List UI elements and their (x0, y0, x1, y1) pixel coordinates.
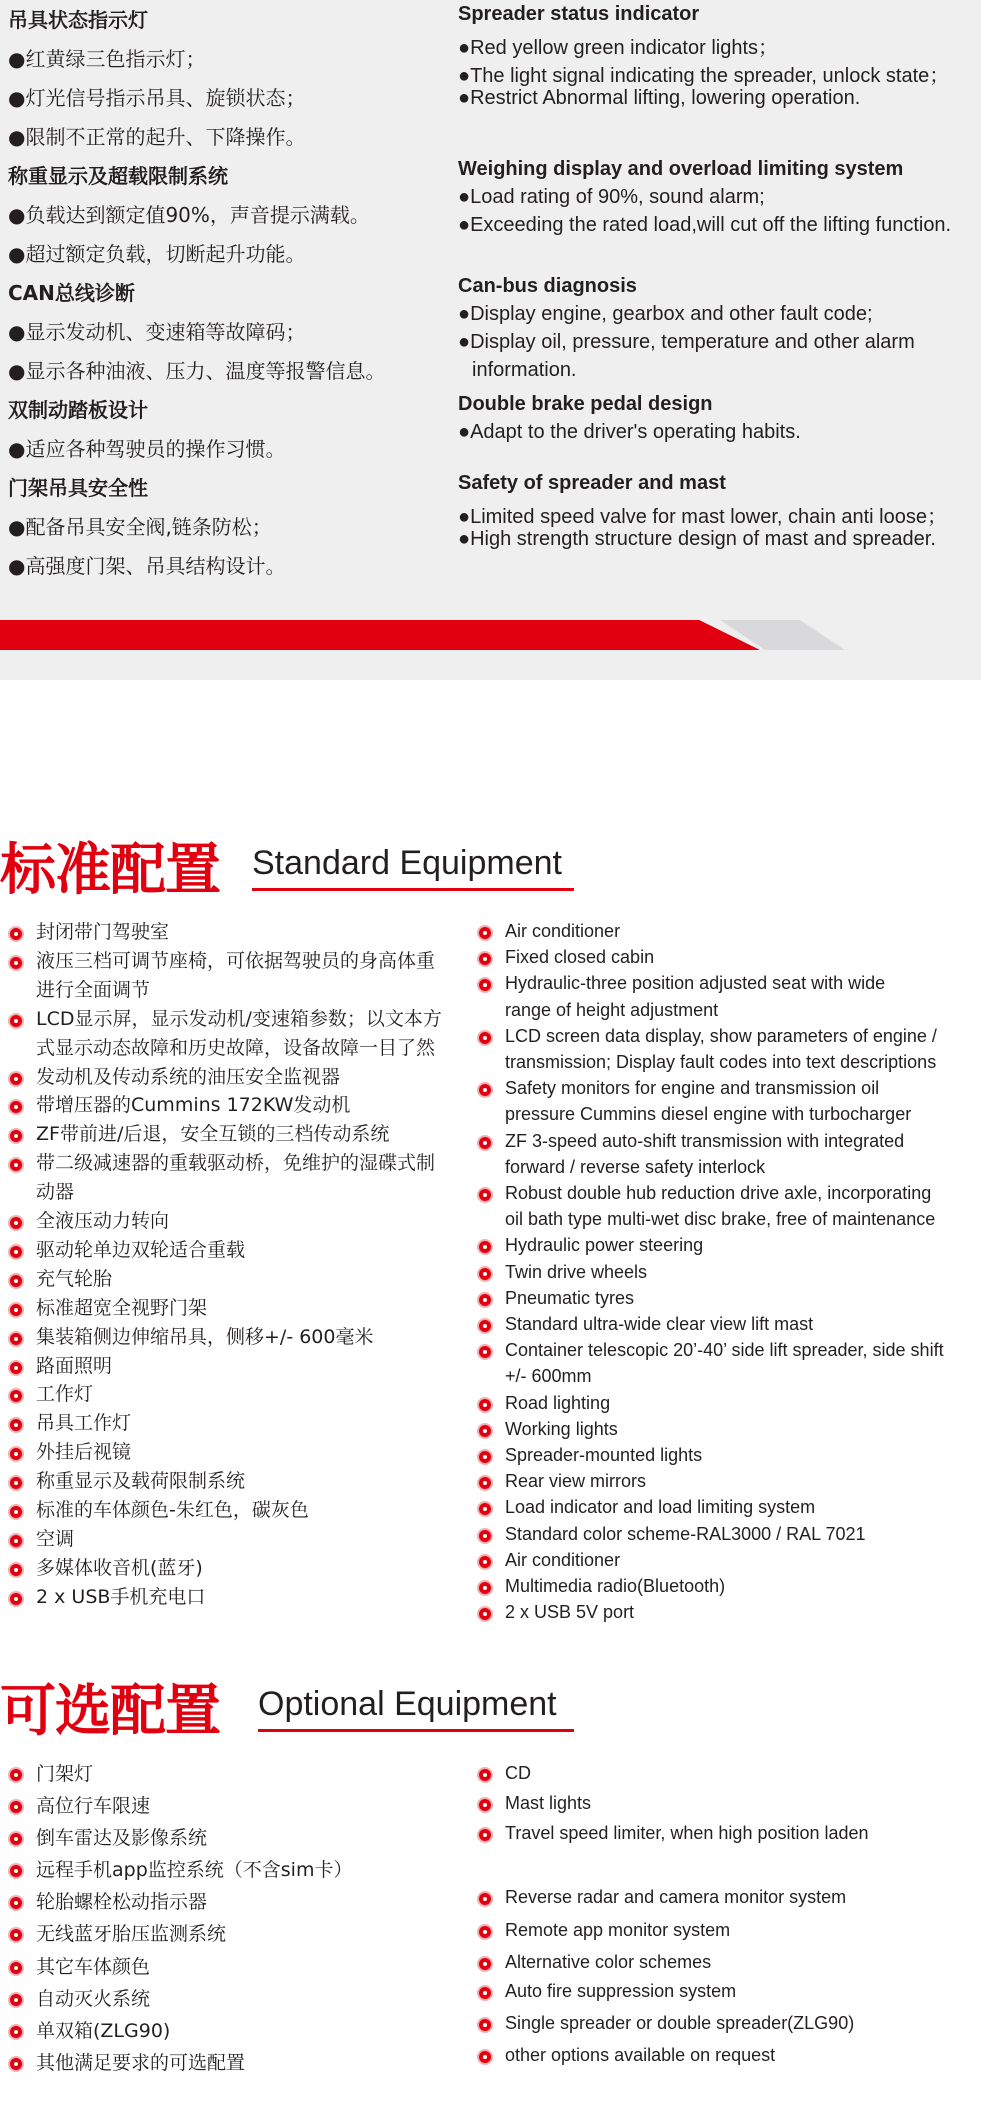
bullet-icon (8, 1417, 24, 1433)
list-item-text (505, 1820, 869, 1846)
list-item-line: 远程手机app监控系统（不含sim卡） (36, 1859, 353, 1881)
list-item-line: Standard ultra-wide clear view lift mast (505, 1314, 814, 1334)
list-item-text (36, 1496, 309, 1525)
list-item-text (505, 1547, 620, 1573)
list-item-line: 称重显示及载荷限制系统 (36, 1470, 246, 1493)
bullet-icon (477, 1239, 493, 1255)
list-item-text (36, 1554, 203, 1583)
feature-heading: Spreader status indicator (458, 3, 700, 25)
feature-item-continued: information. (472, 359, 577, 381)
list-item-text (36, 1583, 205, 1612)
bullet-icon (477, 977, 493, 993)
list-item-text (36, 1985, 150, 2013)
bullet-icon (477, 1827, 493, 1843)
list-item-line: 吊具工作灯 (36, 1412, 132, 1435)
list-item-line: 高位行车限速 (36, 1795, 151, 1817)
list-item-text (36, 1953, 150, 1981)
list-item-line: Rear view mirrors (505, 1471, 647, 1492)
bullet-icon (8, 1927, 24, 1943)
list-item-text (505, 1917, 730, 1943)
feature-item: ●适应各种驾驶员的操作习惯。 (8, 437, 286, 461)
bullet-icon (8, 1128, 24, 1144)
feature-item: ●显示各种油液、压力、温度等报警信息。 (8, 359, 386, 383)
list-item-line: 2 x USB 5V port (505, 1602, 635, 1623)
bullet-icon (477, 1135, 493, 1151)
list-item-text (36, 1149, 435, 1207)
bullet-icon (477, 1985, 493, 2001)
list-item-line: oil bath type multi-wet disc brake, free of maintenance (505, 1209, 936, 1230)
bullet-icon (477, 1554, 493, 1570)
list-item-line: Auto fire suppression system (505, 1981, 737, 2001)
list-item-text (505, 1075, 911, 1127)
list-item-text (505, 1494, 815, 1520)
list-item-text (505, 1311, 813, 1337)
feature-item: ●显示发动机、变速箱等故障码； (8, 320, 306, 344)
list-item-line: Air conditioner (505, 921, 621, 941)
bullet-icon (8, 1360, 24, 1376)
feature-heading: 吊具状态指示灯 (8, 8, 148, 32)
list-item-text (36, 1120, 389, 1149)
list-item-line: 充气轮胎 (36, 1267, 113, 1290)
list-item-text (36, 2017, 170, 2045)
list-item-line: 集装箱侧边伸缩吊具，侧移+/- 600毫米 (36, 1325, 374, 1348)
list-item-line: pressure Cummins diesel engine with turbocharger (505, 1104, 912, 1125)
bullet-icon (8, 1799, 24, 1815)
list-item-line: Road lighting (505, 1392, 611, 1413)
list-item-line: Spreader-mounted lights (505, 1445, 703, 1465)
list-item-line: range of height adjustment (505, 999, 719, 1020)
list-item-line: Hydraulic-three position adjusted seat with wide (505, 973, 886, 994)
list-item-line: 空调 (36, 1527, 75, 1550)
list-item-text (505, 970, 885, 1022)
bullet-icon (8, 1895, 24, 1911)
list-item-line: Safety monitors for engine and transmission oil (505, 1078, 880, 1099)
list-item-line: 封闭带门驾驶室 (36, 921, 170, 943)
bullet-icon (8, 1099, 24, 1115)
bullet-icon (477, 1082, 493, 1098)
list-item-line: Reverse radar and camera monitor system (505, 1887, 847, 1907)
bullet-icon (8, 1013, 24, 1029)
list-item-text (36, 1294, 207, 1323)
bullet-icon (8, 1388, 24, 1404)
bullet-icon (477, 1924, 493, 1940)
bullet-icon (8, 1331, 24, 1347)
list-item-line: Load indicator and load limiting system (505, 1497, 816, 1518)
bullet-icon (8, 1960, 24, 1976)
title-underline (258, 1729, 574, 1732)
list-item-text (505, 1285, 634, 1311)
bullet-icon (477, 1292, 493, 1308)
bullet-icon (477, 1501, 493, 1517)
bullet-icon (8, 1475, 24, 1491)
list-item-line: 无线蓝牙胎压监测系统 (36, 1923, 227, 1945)
list-item-line: 式显示动态故障和历史故障，设备故障一目了然 (36, 1036, 436, 1059)
section-title-cn: 标准配置 (0, 838, 220, 903)
feature-heading: Double brake pedal design (458, 393, 713, 415)
feature-item: ●Load rating of 90%, sound alarm; (458, 186, 765, 208)
bullet-icon (8, 1863, 24, 1879)
list-item-text (36, 1409, 131, 1438)
list-item-text (505, 1232, 703, 1258)
bullet-icon (477, 925, 493, 941)
bullet-icon (477, 1528, 493, 1544)
bullet-icon (8, 1533, 24, 1549)
list-item-text (36, 1063, 340, 1092)
bullet-icon (477, 1344, 493, 1360)
feature-heading: 门架吊具安全性 (8, 476, 148, 500)
list-item-line: 带增压器的Cummins 172KW发动机 (36, 1094, 351, 1117)
list-item-line: 液压三档可调节座椅，可依据驾驶员的身高体重 (36, 949, 436, 972)
list-item-text (505, 1573, 725, 1599)
list-item-line: Remote app monitor system (505, 1920, 731, 1940)
feature-heading: Weighing display and overload limiting system (458, 158, 904, 180)
feature-item: ●负载达到额定值90%，声音提示满载。 (8, 203, 370, 227)
list-item-text (505, 1468, 646, 1494)
list-item-text (36, 1856, 352, 1884)
feature-item: ●Red yellow green indicator lights； (458, 37, 779, 59)
list-item-text (505, 1390, 610, 1416)
list-item-text (505, 2042, 775, 2068)
list-item-line: Mast lights (505, 1793, 592, 1813)
bullet-icon (8, 2056, 24, 2072)
list-item-line: ZF带前进/后退，安全互锁的三档传动系统 (36, 1123, 390, 1146)
list-item-text (505, 1442, 702, 1468)
bullet-icon (477, 1187, 493, 1203)
list-item-line: 工作灯 (36, 1383, 94, 1406)
list-item-line: Air conditioner (505, 1549, 621, 1570)
list-item-line: ZF 3-speed auto-shift transmission with integrated (505, 1130, 905, 1151)
list-item-text (36, 1467, 245, 1496)
feature-item: ●Display oil, pressure, temperature and other alarm (458, 331, 915, 353)
feature-heading: Safety of spreader and mast (458, 472, 726, 494)
feature-panel (0, 0, 981, 680)
list-item-text (505, 1949, 711, 1975)
list-item-text (36, 1380, 93, 1409)
bullet-icon (8, 1215, 24, 1231)
bullet-icon (477, 2017, 493, 2033)
list-item-line: 驱动轮单边双轮适合重载 (36, 1238, 246, 1261)
bullet-icon (8, 1071, 24, 1087)
feature-heading: 称重显示及超载限制系统 (8, 164, 228, 188)
list-item-line: 发动机及传动系统的油压安全监视器 (36, 1065, 341, 1088)
list-item-line: LCD screen data display, show parameters of engine / (505, 1025, 937, 1046)
bullet-icon (8, 926, 24, 942)
list-item-text (505, 1259, 647, 1285)
list-item-line: 标准超宽全视野门架 (36, 1296, 208, 1319)
list-item-text (505, 1337, 944, 1389)
bullet-icon (8, 1591, 24, 1607)
list-item-text (36, 1760, 93, 1788)
bullet-icon (8, 955, 24, 971)
list-item-line: Multimedia radio(Bluetooth) (505, 1576, 726, 1596)
section-title-en: Optional Equipment (258, 1685, 557, 1723)
list-item-line: 标准的车体颜色-朱红色，碳灰色 (36, 1499, 309, 1521)
bullet-icon (477, 1606, 493, 1622)
bullet-icon (477, 1397, 493, 1413)
list-item-text (36, 2049, 245, 2077)
list-item-text (36, 947, 435, 1005)
list-item-text (505, 1128, 904, 1180)
list-item-text (36, 1438, 131, 1467)
list-item-line: Container telescopic 20’-40’ side lift spreader, side shift (505, 1340, 944, 1361)
list-item-text (36, 1824, 207, 1852)
list-item-line: 进行全面调节 (36, 978, 151, 1001)
list-item-line: +/- 600mm (505, 1366, 592, 1387)
feature-item: ●限制不正常的起升、下降操作。 (8, 125, 306, 149)
feature-item: ●High strength structure design of mast and spreader. (458, 528, 936, 550)
list-item-line: 路面照明 (36, 1354, 113, 1377)
feature-item: ●Restrict Abnormal lifting, lowering operation. (458, 87, 861, 109)
list-item-line: 单双箱(ZLG90) (36, 2020, 171, 2042)
list-item-text (36, 918, 169, 947)
bullet-icon (8, 1244, 24, 1260)
list-item-line: other options available on request (505, 2045, 776, 2065)
list-item-text (505, 1416, 618, 1442)
list-item-text (505, 1521, 866, 1547)
list-item-line: Standard color scheme-RAL3000 / RAL 7021 (505, 1523, 866, 1544)
list-item-line: Single spreader or double spreader(ZLG90) (505, 2013, 855, 2033)
list-item-text (36, 1265, 112, 1294)
list-item-text (36, 1525, 74, 1554)
list-item-line: Twin drive wheels (505, 1261, 648, 1282)
list-item-line: CD (505, 1763, 531, 1783)
list-item-text (36, 1005, 442, 1063)
list-item-line: 全液压动力转向 (36, 1210, 170, 1232)
list-item-line: Robust double hub reduction drive axle, incorporating (505, 1183, 932, 1203)
list-item-text (505, 944, 654, 970)
list-item-text (505, 2010, 854, 2036)
feature-item: ●Exceeding the rated load,will cut off the lifting function. (458, 214, 952, 236)
list-item-text (36, 1888, 207, 1916)
bullet-icon (8, 1446, 24, 1462)
list-item-line: forward / reverse safety interlock (505, 1156, 766, 1177)
list-item-line: LCD显示屏，显示发动机/变速箱参数；以文本方 (36, 1007, 442, 1030)
bullet-icon (477, 1475, 493, 1491)
list-item-text (36, 1207, 169, 1236)
list-item-line: 自动灭火系统 (36, 1988, 151, 2010)
list-item-text (505, 1180, 935, 1232)
list-item-line: 动器 (36, 1181, 75, 1204)
list-item-text (505, 1884, 846, 1910)
list-item-text (505, 918, 620, 944)
list-item-line: Travel speed limiter, when high position laden (505, 1823, 869, 1843)
bullet-icon (8, 1562, 24, 1578)
section-title-cn: 可选配置 (0, 1679, 220, 1744)
bullet-icon (477, 1318, 493, 1334)
list-item-text (36, 1236, 245, 1265)
bullet-icon (477, 1891, 493, 1907)
list-item-line: 2 x USB手机充电口 (36, 1585, 206, 1608)
feature-item: ●超过额定负载，切断起升功能。 (8, 242, 306, 266)
bullet-icon (477, 1423, 493, 1439)
list-item-line: 带二级减速器的重载驱动桥，免维护的湿碟式制 (36, 1152, 436, 1175)
feature-item: ●Adapt to the driver's operating habits. (458, 421, 801, 443)
bullet-icon (477, 951, 493, 967)
list-item-text (36, 1091, 350, 1120)
feature-item: ●Display engine, gearbox and other fault code; (458, 303, 873, 325)
list-item-text (36, 1323, 373, 1352)
feature-item: ●Limited speed valve for mast lower, chain anti loose； (458, 506, 947, 528)
list-item-text (505, 1599, 634, 1625)
feature-heading: Can-bus diagnosis (458, 275, 637, 297)
list-item-line: 其它车体颜色 (36, 1956, 151, 1978)
list-item-line: 外挂后视镜 (36, 1441, 132, 1464)
feature-item: ●红黄绿三色指示灯； (8, 47, 206, 71)
list-item-line: 轮胎螺栓松动指示器 (36, 1891, 208, 1913)
list-item-text (36, 1920, 226, 1948)
feature-item: ●灯光信号指示吊具、旋锁状态； (8, 86, 306, 110)
bullet-icon (477, 1797, 493, 1813)
bullet-icon (477, 1580, 493, 1596)
bullet-icon (477, 2049, 493, 2065)
bullet-icon (477, 1030, 493, 1046)
section-title-en: Standard Equipment (252, 844, 562, 882)
bullet-icon (8, 1504, 24, 1520)
list-item-line: Hydraulic power steering (505, 1235, 704, 1256)
bullet-icon (477, 1266, 493, 1282)
bullet-icon (8, 1992, 24, 2008)
feature-heading: CAN总线诊断 (8, 281, 135, 305)
list-item-text (36, 1352, 112, 1381)
bullet-icon (8, 1302, 24, 1318)
feature-heading: 双制动踏板设计 (8, 398, 148, 422)
bullet-icon (8, 1831, 24, 1847)
list-item-text (505, 1023, 937, 1075)
list-item-line: Alternative color schemes (505, 1952, 712, 1972)
bullet-icon (8, 1273, 24, 1289)
list-item-text (505, 1978, 736, 2004)
feature-item: ●配备吊具安全阀,链条防松； (8, 515, 272, 539)
bullet-icon (8, 2024, 24, 2040)
title-underline (252, 888, 574, 891)
list-item-line: 倒车雷达及影像系统 (36, 1827, 208, 1849)
bullet-icon (477, 1449, 493, 1465)
bullet-icon (8, 1767, 24, 1783)
list-item-text (36, 1792, 150, 1820)
list-item-text (505, 1760, 531, 1786)
list-item-line: Fixed closed cabin (505, 947, 655, 968)
feature-item: ●高强度门架、吊具结构设计。 (8, 554, 286, 578)
list-item-line: 多媒体收音机(蓝牙) (36, 1556, 203, 1579)
feature-item: ●The light signal indicating the spreader, unlock state； (458, 65, 950, 87)
list-item-line: Working lights (505, 1418, 618, 1439)
red-stripe-divider (0, 620, 760, 650)
list-item-line: Pneumatic tyres (505, 1287, 635, 1308)
list-item-line: 其他满足要求的可选配置 (36, 2052, 246, 2074)
list-item-line: transmission; Display fault codes into text descriptions (505, 1052, 937, 1072)
bullet-icon (477, 1767, 493, 1783)
bullet-icon (8, 1157, 24, 1173)
list-item-line: 门架灯 (36, 1763, 94, 1785)
list-item-text (505, 1790, 591, 1816)
bullet-icon (477, 1956, 493, 1972)
